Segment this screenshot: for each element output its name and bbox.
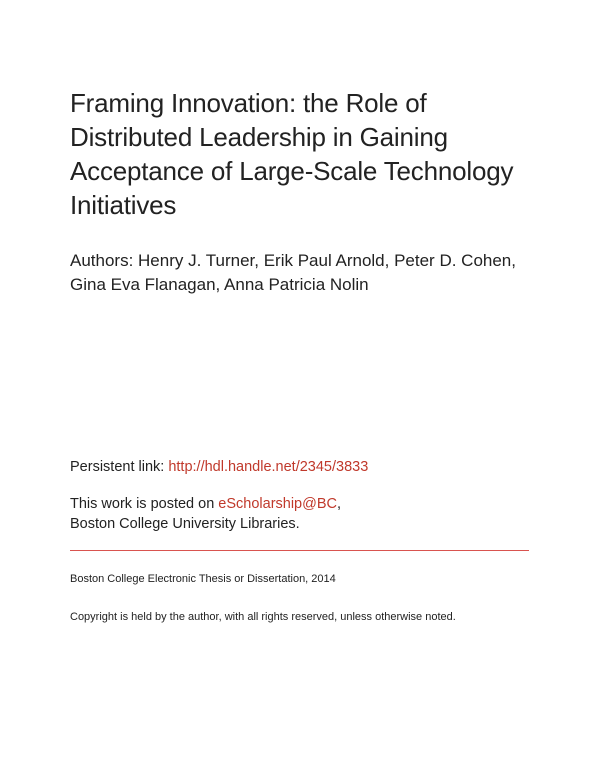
posted-on-block — [70, 494, 341, 534]
authors-line: Gina Eva Flanagan, Anna Patricia Nolin — [70, 275, 369, 294]
dissertation-note: Boston College Electronic Thesis or Dissertation, 2014 — [70, 573, 336, 585]
authors-block — [70, 249, 550, 297]
posted-on-suffix: , — [337, 496, 342, 512]
escholarship-link[interactable]: eScholarship@BC — [218, 496, 337, 512]
posted-on-prefix: This work is posted on — [70, 496, 219, 512]
persistent-link-line — [70, 457, 368, 477]
library-name: Boston College University Libraries. — [70, 516, 300, 532]
persistent-link-label: Persistent link: — [70, 459, 169, 475]
title-line: Distributed Leadership in Gaining — [70, 122, 448, 152]
title-line: Framing Innovation: the Role of — [70, 88, 427, 118]
copyright-note: Copyright is held by the author, with all rights reserved, unless otherwise noted. — [70, 611, 456, 623]
divider-rule — [70, 550, 529, 551]
title-line: Acceptance of Large-Scale Technology — [70, 156, 514, 186]
authors-line: Authors: Henry J. Turner, Erik Paul Arnold, Peter D. Cohen, — [70, 251, 516, 270]
posted-on-line — [70, 494, 341, 514]
title-line: Initiatives — [70, 190, 177, 220]
persistent-link[interactable]: http://hdl.handle.net/2345/3833 — [168, 459, 369, 475]
document-title — [70, 86, 550, 222]
